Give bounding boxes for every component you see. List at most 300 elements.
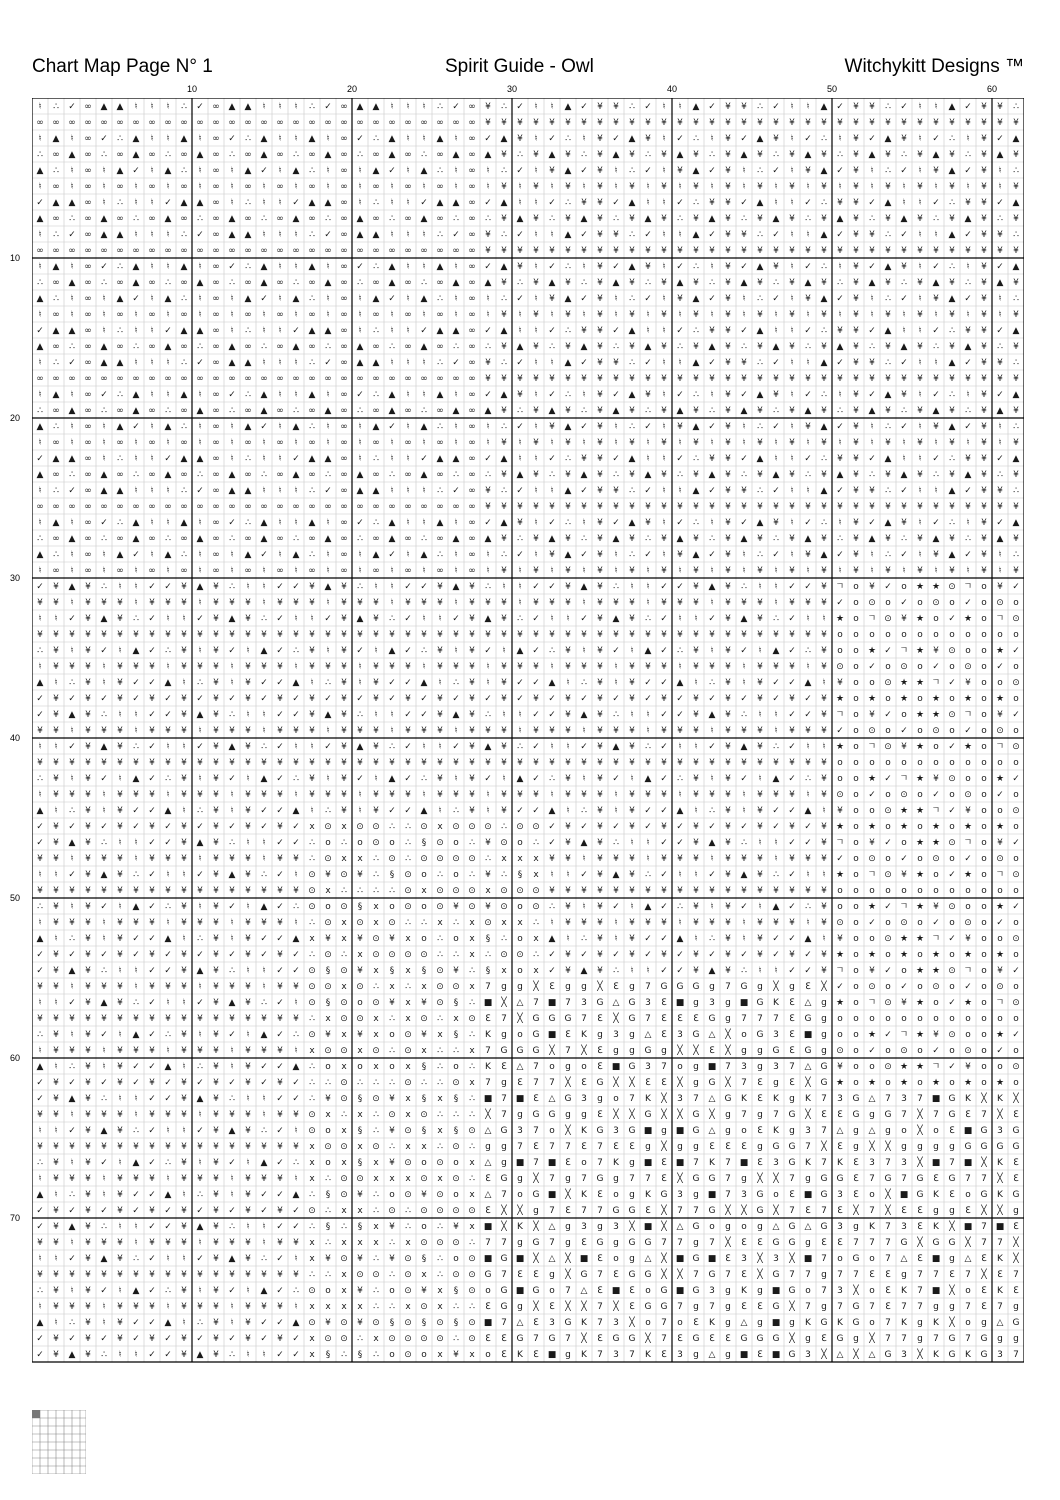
stitch-symbol: ✓ bbox=[996, 134, 1004, 144]
stitch-symbol: ♮ bbox=[742, 422, 745, 432]
stitch-symbol: ✓ bbox=[580, 294, 588, 304]
stitch-symbol: ∞ bbox=[340, 470, 348, 480]
stitch-symbol: ¥ bbox=[309, 662, 315, 672]
stitch-symbol: ╳ bbox=[676, 1172, 683, 1184]
stitch-symbol: ■ bbox=[772, 1286, 781, 1296]
stitch-symbol: ♮ bbox=[646, 182, 649, 192]
stitch-symbol: ∞ bbox=[84, 118, 92, 128]
stitch-symbol: o bbox=[853, 758, 859, 768]
stitch-symbol: ∞ bbox=[292, 502, 300, 512]
stitch-symbol: ¥ bbox=[597, 694, 603, 704]
stitch-symbol: ℇ bbox=[549, 1302, 555, 1312]
stitch-symbol: ✓ bbox=[228, 134, 236, 144]
stitch-symbol: x bbox=[437, 1030, 443, 1040]
stitch-symbol: ¥ bbox=[853, 262, 859, 272]
stitch-symbol: ♮ bbox=[230, 438, 233, 448]
stitch-symbol: ¥ bbox=[53, 758, 59, 768]
stitch-symbol: g bbox=[757, 1222, 763, 1232]
stitch-symbol: ♮ bbox=[246, 1350, 249, 1360]
stitch-symbol: ♮ bbox=[742, 438, 745, 448]
stitch-symbol: ✓ bbox=[676, 390, 684, 400]
stitch-symbol: K bbox=[741, 1094, 748, 1104]
stitch-symbol: ▲ bbox=[1013, 198, 1020, 208]
stitch-symbol: 7 bbox=[565, 1334, 571, 1344]
stitch-symbol: ✓ bbox=[276, 774, 284, 784]
stitch-symbol: ♮ bbox=[326, 726, 329, 736]
stitch-symbol: ¥ bbox=[1013, 246, 1019, 256]
stitch-symbol: G bbox=[645, 1110, 652, 1120]
stitch-symbol: ▲ bbox=[645, 470, 652, 480]
stitch-symbol: G bbox=[821, 1078, 828, 1088]
stitch-symbol: ¥ bbox=[229, 630, 235, 640]
stitch-symbol: ■ bbox=[932, 1158, 941, 1168]
stitch-symbol: ♮ bbox=[70, 566, 73, 576]
stitch-symbol: ¥ bbox=[69, 1142, 75, 1152]
stitch-symbol: o bbox=[917, 662, 923, 672]
stitch-symbol: ¥ bbox=[405, 790, 411, 800]
stitch-symbol: ▲ bbox=[389, 774, 396, 784]
stitch-symbol: G bbox=[501, 1174, 508, 1184]
stitch-symbol: ¥ bbox=[757, 758, 763, 768]
stitch-symbol: ∞ bbox=[356, 118, 364, 128]
stitch-symbol: ⊙ bbox=[900, 918, 908, 928]
stitch-symbol: ⊙ bbox=[340, 1014, 348, 1024]
stitch-symbol: ¥ bbox=[357, 1030, 363, 1040]
stitch-symbol: ∞ bbox=[372, 246, 380, 256]
stitch-symbol: o bbox=[581, 1158, 587, 1168]
stitch-symbol: 7 bbox=[821, 1206, 827, 1216]
stitch-symbol: ♮ bbox=[70, 438, 73, 448]
stitch-symbol: ✓ bbox=[612, 902, 620, 912]
stitch-symbol: ¥ bbox=[565, 278, 571, 288]
stitch-symbol: x bbox=[469, 1190, 475, 1200]
stitch-symbol: ∴ bbox=[309, 486, 315, 496]
stitch-symbol: ¥ bbox=[325, 1030, 331, 1040]
stitch-symbol: ∞ bbox=[468, 502, 476, 512]
stitch-symbol: ✓ bbox=[1012, 774, 1020, 784]
stitch-symbol: ♮ bbox=[38, 870, 41, 880]
stitch-symbol: ♮ bbox=[230, 678, 233, 688]
stitch-symbol: ♮ bbox=[710, 310, 713, 320]
stitch-symbol: ⊙ bbox=[404, 1158, 412, 1168]
stitch-symbol: ∞ bbox=[436, 182, 444, 192]
stitch-symbol: ¥ bbox=[629, 742, 635, 752]
stitch-symbol: ♮ bbox=[390, 726, 393, 736]
stitch-symbol: ¥ bbox=[213, 1142, 219, 1152]
stitch-symbol: ∴ bbox=[1013, 358, 1019, 368]
stitch-symbol: x bbox=[309, 822, 315, 832]
stitch-symbol: ¥ bbox=[421, 1190, 427, 1200]
stitch-symbol: o bbox=[869, 1286, 875, 1296]
stitch-symbol: ¥ bbox=[53, 774, 59, 784]
stitch-symbol: ∞ bbox=[404, 182, 412, 192]
stitch-symbol: o bbox=[325, 1126, 331, 1136]
stitch-symbol: 7 bbox=[533, 1078, 539, 1088]
stitch-symbol: o bbox=[853, 694, 859, 704]
stitch-symbol: ¥ bbox=[149, 1334, 155, 1344]
stitch-symbol: ♮ bbox=[454, 310, 457, 320]
stitch-symbol: ✓ bbox=[100, 518, 108, 528]
stitch-symbol: ¥ bbox=[437, 758, 443, 768]
stitch-symbol: 3 bbox=[677, 1190, 683, 1200]
stitch-symbol: ¥ bbox=[709, 326, 715, 336]
stitch-symbol: ▲ bbox=[645, 774, 652, 784]
stitch-symbol: ℇ bbox=[965, 1206, 971, 1216]
stitch-symbol: ¥ bbox=[149, 1014, 155, 1024]
stitch-symbol: ∞ bbox=[180, 406, 188, 416]
stitch-symbol: G bbox=[709, 1078, 716, 1088]
stitch-symbol: ⊙ bbox=[964, 918, 972, 928]
stitch-symbol: ¥ bbox=[245, 822, 251, 832]
stitch-symbol: o bbox=[853, 838, 859, 848]
stitch-symbol: ♮ bbox=[54, 614, 57, 624]
stitch-symbol: ¥ bbox=[357, 726, 363, 736]
stitch-symbol: ㄱ bbox=[932, 1062, 941, 1072]
stitch-symbol: ¥ bbox=[197, 1046, 203, 1056]
stitch-symbol: ✓ bbox=[324, 358, 332, 368]
stitch-symbol: ¥ bbox=[805, 726, 811, 736]
stitch-symbol: ♮ bbox=[38, 918, 41, 928]
stitch-symbol: ▲ bbox=[549, 806, 556, 816]
stitch-symbol: ★ bbox=[836, 1078, 844, 1088]
stitch-symbol: ▲ bbox=[197, 1094, 204, 1104]
stitch-symbol: ∴ bbox=[309, 294, 315, 304]
stitch-symbol: ▲ bbox=[645, 902, 652, 912]
stitch-symbol: ℇ bbox=[565, 1030, 571, 1040]
stitch-symbol: ♮ bbox=[102, 918, 105, 928]
stitch-symbol: ¥ bbox=[805, 502, 811, 512]
stitch-symbol: ¥ bbox=[629, 310, 635, 320]
stitch-symbol: ∞ bbox=[212, 518, 220, 528]
stitch-symbol: ✓ bbox=[804, 390, 812, 400]
stitch-symbol: ¥ bbox=[677, 422, 683, 432]
stitch-symbol: ⊙ bbox=[868, 726, 876, 736]
stitch-symbol: ¥ bbox=[229, 758, 235, 768]
stitch-symbol: ✓ bbox=[164, 838, 172, 848]
stitch-symbol: ▲ bbox=[229, 1126, 236, 1136]
stitch-symbol: ¥ bbox=[261, 1014, 267, 1024]
stitch-symbol: ℇ bbox=[661, 1078, 667, 1088]
stitch-symbol: ♮ bbox=[806, 310, 809, 320]
stitch-symbol: ♮ bbox=[902, 326, 905, 336]
stitch-symbol: ∴ bbox=[677, 774, 683, 784]
stitch-symbol: ♮ bbox=[134, 566, 137, 576]
stitch-symbol: ¥ bbox=[677, 550, 683, 560]
stitch-symbol: ¥ bbox=[757, 614, 763, 624]
stitch-symbol: ℇ bbox=[485, 1174, 491, 1184]
stitch-symbol: ∞ bbox=[132, 246, 140, 256]
stitch-symbol: ♮ bbox=[998, 422, 1001, 432]
stitch-symbol: ¥ bbox=[581, 662, 587, 672]
stitch-symbol: o bbox=[549, 1062, 555, 1072]
stitch-symbol: ♮ bbox=[918, 422, 921, 432]
stitch-symbol: ¥ bbox=[597, 214, 603, 224]
stitch-symbol: ∴ bbox=[389, 742, 395, 752]
stitch-symbol: ✓ bbox=[100, 1158, 108, 1168]
stitch-symbol: ╳ bbox=[868, 1140, 875, 1152]
stitch-symbol: ■ bbox=[804, 1254, 813, 1264]
stitch-symbol: G bbox=[549, 1014, 556, 1024]
stitch-symbol: ¥ bbox=[117, 630, 123, 640]
stitch-symbol: ✓ bbox=[484, 326, 492, 336]
stitch-symbol: g bbox=[501, 1158, 507, 1168]
stitch-symbol: ✓ bbox=[612, 950, 620, 960]
stitch-symbol: 7 bbox=[533, 1158, 539, 1168]
stitch-symbol: ╳ bbox=[580, 1300, 587, 1312]
stitch-symbol: ¥ bbox=[453, 630, 459, 640]
stitch-symbol: o bbox=[997, 886, 1003, 896]
stitch-symbol: ∴ bbox=[117, 134, 123, 144]
stitch-symbol: ¥ bbox=[437, 694, 443, 704]
stitch-symbol: ¥ bbox=[549, 422, 555, 432]
stitch-symbol: ¥ bbox=[821, 246, 827, 256]
stitch-symbol: 7 bbox=[789, 1206, 795, 1216]
stitch-symbol: 7 bbox=[917, 1286, 923, 1296]
stitch-symbol: ♮ bbox=[134, 966, 137, 976]
stitch-symbol: ♮ bbox=[262, 854, 265, 864]
stitch-symbol: G bbox=[757, 998, 764, 1008]
stitch-symbol: ♮ bbox=[166, 1302, 169, 1312]
stitch-symbol: ¥ bbox=[565, 582, 571, 592]
stitch-symbol: ⊙ bbox=[324, 918, 332, 928]
stitch-symbol: ⊙ bbox=[420, 950, 428, 960]
stitch-symbol: ¥ bbox=[629, 342, 635, 352]
stitch-symbol: ℇ bbox=[645, 1206, 651, 1216]
stitch-symbol: ¥ bbox=[725, 646, 731, 656]
stitch-symbol: ¥ bbox=[213, 838, 219, 848]
stitch-symbol: ∴ bbox=[453, 806, 459, 816]
stitch-symbol: ∞ bbox=[372, 502, 380, 512]
stitch-symbol: ¥ bbox=[805, 294, 811, 304]
stitch-symbol: ♮ bbox=[70, 310, 73, 320]
stitch-symbol: ∞ bbox=[340, 518, 348, 528]
stitch-symbol: ★ bbox=[964, 870, 972, 880]
stitch-symbol: ∴ bbox=[197, 1062, 203, 1072]
stitch-symbol: g bbox=[741, 1046, 747, 1056]
stitch-symbol: ▲ bbox=[613, 406, 620, 416]
stitch-symbol: ♮ bbox=[150, 550, 153, 560]
stitch-symbol: K bbox=[933, 1190, 940, 1200]
stitch-symbol: ✓ bbox=[420, 694, 428, 704]
stitch-symbol: ¥ bbox=[245, 854, 251, 864]
stitch-symbol: 7 bbox=[869, 1302, 875, 1312]
stitch-symbol: o bbox=[885, 630, 891, 640]
stitch-symbol: ✓ bbox=[708, 870, 716, 880]
stitch-symbol: ∞ bbox=[372, 278, 380, 288]
stitch-symbol: ¥ bbox=[85, 1030, 91, 1040]
stitch-symbol: ∴ bbox=[437, 1110, 443, 1120]
stitch-symbol: ⊙ bbox=[836, 790, 844, 800]
stitch-symbol: ∴ bbox=[325, 806, 331, 816]
stitch-symbol: ∞ bbox=[148, 278, 156, 288]
stitch-symbol: ¥ bbox=[629, 278, 635, 288]
stitch-symbol: ¥ bbox=[117, 1318, 123, 1328]
stitch-symbol: ∴ bbox=[101, 582, 107, 592]
stitch-symbol: o bbox=[933, 1014, 939, 1024]
stitch-symbol: ♮ bbox=[902, 454, 905, 464]
stitch-symbol: ∞ bbox=[420, 118, 428, 128]
stitch-symbol: ¥ bbox=[629, 374, 635, 384]
stitch-symbol: ∴ bbox=[437, 166, 443, 176]
stitch-symbol: ▲ bbox=[805, 534, 812, 544]
stitch-symbol: ✓ bbox=[708, 950, 716, 960]
stitch-symbol: ♮ bbox=[454, 646, 457, 656]
stitch-symbol: ¥ bbox=[293, 758, 299, 768]
stitch-symbol: ♮ bbox=[262, 358, 265, 368]
stitch-symbol: ¥ bbox=[885, 342, 891, 352]
stitch-symbol: ✓ bbox=[580, 102, 588, 112]
stitch-symbol: ♮ bbox=[278, 166, 281, 176]
stitch-symbol: ¥ bbox=[181, 1110, 187, 1120]
stitch-symbol: ♮ bbox=[614, 166, 617, 176]
stitch-symbol: ¥ bbox=[661, 886, 667, 896]
stitch-symbol: ✓ bbox=[276, 870, 284, 880]
stitch-symbol: o bbox=[1013, 630, 1019, 640]
stitch-symbol: ▲ bbox=[693, 422, 700, 432]
stitch-symbol: ⊙ bbox=[500, 838, 508, 848]
stitch-symbol: ∞ bbox=[68, 374, 76, 384]
stitch-symbol: ¥ bbox=[277, 1046, 283, 1056]
stitch-symbol: ▲ bbox=[69, 838, 76, 848]
stitch-symbol: ♮ bbox=[262, 102, 265, 112]
stitch-symbol: ⊙ bbox=[948, 710, 956, 720]
stitch-symbol: ⊙ bbox=[468, 1334, 476, 1344]
stitch-symbol: ■ bbox=[644, 1222, 653, 1232]
stitch-symbol: x bbox=[469, 1158, 475, 1168]
stitch-symbol: ★ bbox=[916, 934, 924, 944]
stitch-symbol: ∴ bbox=[549, 774, 555, 784]
stitch-symbol: ∴ bbox=[501, 358, 507, 368]
stitch-symbol: G bbox=[805, 1014, 812, 1024]
stitch-symbol: ¥ bbox=[757, 342, 763, 352]
stitch-symbol: ¥ bbox=[181, 1270, 187, 1280]
stitch-symbol: o bbox=[965, 1286, 971, 1296]
stitch-symbol: ✓ bbox=[676, 838, 684, 848]
stitch-symbol: ⊙ bbox=[452, 886, 460, 896]
stitch-symbol: g bbox=[917, 1142, 923, 1152]
stitch-symbol: ✓ bbox=[276, 1126, 284, 1136]
stitch-symbol: ♮ bbox=[614, 550, 617, 560]
stitch-symbol: ∴ bbox=[565, 262, 571, 272]
stitch-symbol: o bbox=[901, 1014, 907, 1024]
stitch-symbol: ¥ bbox=[53, 1174, 59, 1184]
stitch-symbol: ¥ bbox=[597, 470, 603, 480]
stitch-symbol: x bbox=[309, 934, 315, 944]
stitch-symbol: g bbox=[821, 1302, 827, 1312]
stitch-symbol: ★ bbox=[964, 694, 972, 704]
stitch-symbol: o bbox=[853, 598, 859, 608]
stitch-symbol: ⊙ bbox=[308, 886, 316, 896]
stitch-symbol: ¥ bbox=[405, 598, 411, 608]
stitch-symbol: ¥ bbox=[597, 614, 603, 624]
stitch-symbol: ∴ bbox=[965, 534, 971, 544]
stitch-symbol: ♮ bbox=[54, 1254, 57, 1264]
stitch-symbol: o bbox=[853, 902, 859, 912]
stitch-symbol: ℇ bbox=[597, 1110, 603, 1120]
stitch-symbol: ▲ bbox=[117, 166, 124, 176]
stitch-symbol: o bbox=[885, 886, 891, 896]
stitch-symbol: ★ bbox=[932, 950, 940, 960]
stitch-symbol: ∴ bbox=[693, 134, 699, 144]
stitch-symbol: ▲ bbox=[757, 198, 764, 208]
stitch-symbol: ¥ bbox=[757, 742, 763, 752]
stitch-symbol: ∴ bbox=[293, 278, 299, 288]
stitch-symbol: ¥ bbox=[181, 886, 187, 896]
stitch-symbol: ♮ bbox=[54, 806, 57, 816]
stitch-symbol: ∴ bbox=[357, 710, 363, 720]
stitch-symbol: § bbox=[326, 1190, 331, 1200]
stitch-symbol: ¥ bbox=[117, 934, 123, 944]
stitch-symbol: ¥ bbox=[85, 1078, 91, 1088]
stitch-symbol: ¥ bbox=[133, 790, 139, 800]
stitch-symbol: o bbox=[1013, 982, 1019, 992]
stitch-symbol: ♮ bbox=[678, 358, 681, 368]
stitch-symbol: ¥ bbox=[213, 774, 219, 784]
stitch-symbol: ∴ bbox=[629, 294, 635, 304]
stitch-symbol: ♮ bbox=[678, 102, 681, 112]
stitch-symbol: ♮ bbox=[422, 438, 425, 448]
stitch-symbol: ▲ bbox=[229, 998, 236, 1008]
stitch-symbol: g bbox=[565, 1174, 571, 1184]
stitch-symbol: o bbox=[885, 758, 891, 768]
stitch-symbol: ♮ bbox=[390, 102, 393, 112]
stitch-symbol: § bbox=[358, 1126, 363, 1136]
stitch-symbol: G bbox=[741, 982, 748, 992]
stitch-symbol: ▲ bbox=[965, 214, 972, 224]
stitch-symbol: ✓ bbox=[292, 694, 300, 704]
stitch-symbol: ∴ bbox=[357, 1334, 363, 1344]
stitch-symbol: ¥ bbox=[117, 1254, 123, 1264]
stitch-symbol: ♮ bbox=[358, 422, 361, 432]
stitch-symbol: ¥ bbox=[261, 630, 267, 640]
stitch-symbol: ∴ bbox=[421, 278, 427, 288]
stitch-symbol: ▲ bbox=[517, 342, 524, 352]
stitch-symbol: ✓ bbox=[804, 838, 812, 848]
stitch-symbol: ✓ bbox=[164, 1222, 172, 1232]
stitch-symbol: ¥ bbox=[757, 598, 763, 608]
stitch-symbol: ∴ bbox=[757, 230, 763, 240]
stitch-symbol: ¥ bbox=[53, 1238, 59, 1248]
stitch-symbol: ∞ bbox=[340, 310, 348, 320]
stitch-symbol: ¥ bbox=[389, 790, 395, 800]
stitch-symbol: ∴ bbox=[325, 342, 331, 352]
stitch-symbol: ¥ bbox=[757, 118, 763, 128]
stitch-symbol: ¥ bbox=[981, 390, 987, 400]
stitch-symbol: ♮ bbox=[326, 310, 329, 320]
stitch-symbol: ∞ bbox=[212, 166, 220, 176]
stitch-symbol: ∞ bbox=[116, 566, 124, 576]
stitch-symbol: ¥ bbox=[245, 758, 251, 768]
stitch-symbol: o bbox=[885, 598, 891, 608]
stitch-symbol: ▲ bbox=[565, 486, 572, 496]
stitch-symbol: x bbox=[437, 918, 443, 928]
stitch-symbol: ¥ bbox=[741, 502, 747, 512]
stitch-symbol: ∴ bbox=[261, 614, 267, 624]
stitch-symbol: ¥ bbox=[549, 550, 555, 560]
stitch-symbol: ⊙ bbox=[340, 1094, 348, 1104]
stitch-symbol: ▲ bbox=[165, 550, 172, 560]
stitch-symbol: ▲ bbox=[117, 102, 124, 112]
stitch-symbol: x bbox=[405, 1094, 411, 1104]
stitch-symbol: ¥ bbox=[85, 902, 91, 912]
stitch-symbol: 7 bbox=[917, 1270, 923, 1280]
stitch-symbol: ¥ bbox=[277, 1206, 283, 1216]
stitch-symbol: 7 bbox=[549, 1238, 555, 1248]
stitch-symbol: ¥ bbox=[1013, 470, 1019, 480]
stitch-symbol: o bbox=[869, 758, 875, 768]
stitch-symbol: ♮ bbox=[278, 454, 281, 464]
stitch-symbol: ▲ bbox=[997, 534, 1004, 544]
